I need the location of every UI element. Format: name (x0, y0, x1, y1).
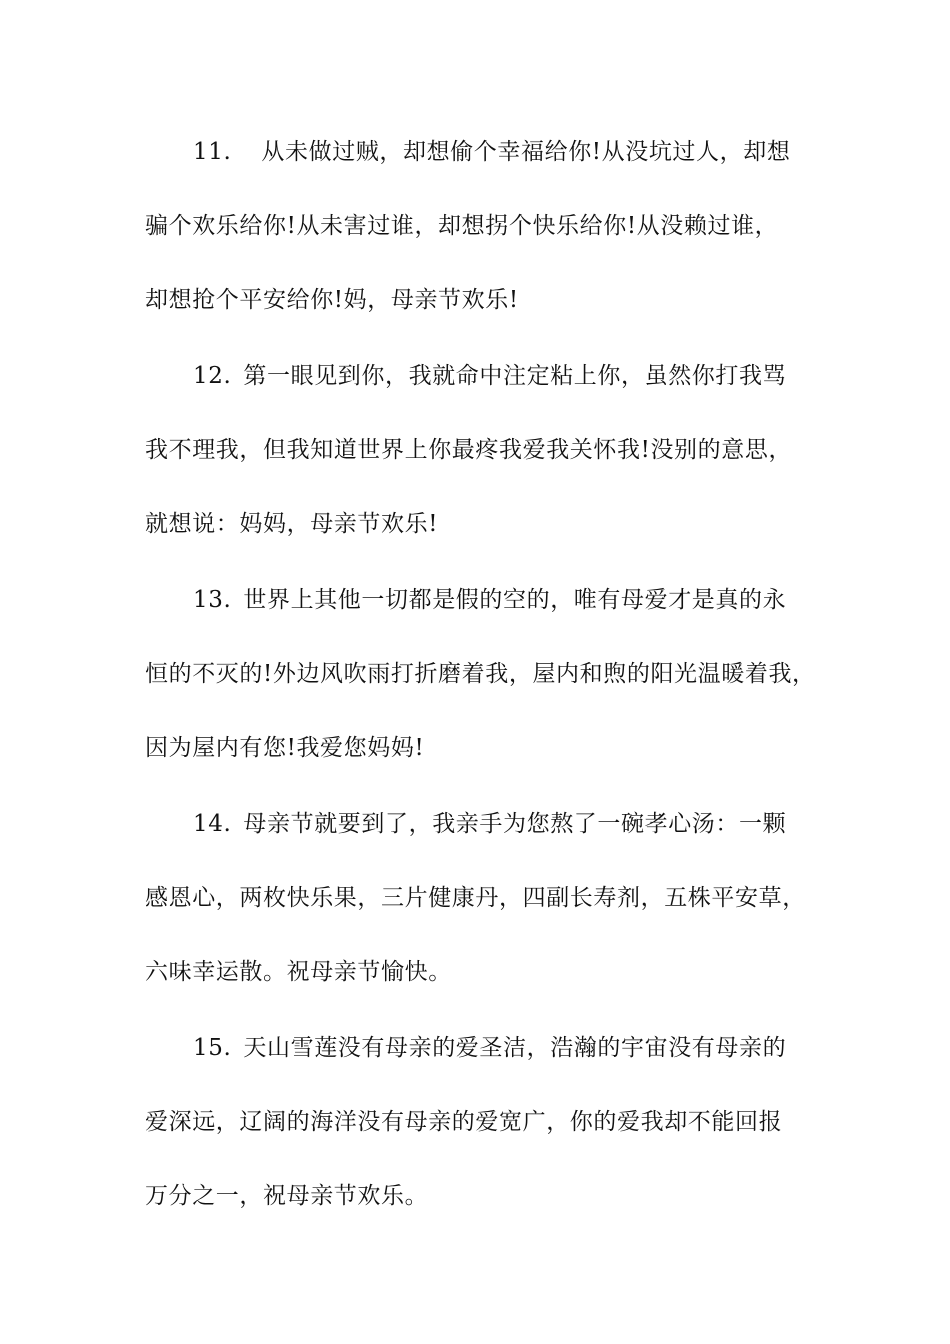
paragraph-line: 却想抢个平安给你!妈，母亲节欢乐! (145, 287, 519, 313)
paragraph-text: 世界上其他一切都是假的空的，唯有母爱才是真的永 (243, 587, 787, 613)
paragraph-line: 恒的不灭的!外边风吹雨打折磨着我，屋内和煦的阳光温暖着我， (145, 661, 816, 687)
paragraph-line: 万分之一，祝母亲节欢乐。 (145, 1183, 429, 1209)
paragraph-line: 因为屋内有您!我爱您妈妈! (145, 735, 425, 761)
paragraph-number: 13. (193, 587, 232, 613)
paragraph-line: 爱深远，辽阔的海洋没有母亲的爱宽广，你的爱我却不能回报 (145, 1109, 783, 1135)
paragraph-line: 六味幸运散。祝母亲节愉快。 (145, 959, 452, 985)
paragraph-line (145, 582, 815, 656)
paragraph-13 (145, 582, 815, 804)
paragraph-number: 15. (193, 1035, 232, 1061)
paragraph-line: 感恩心，两枚快乐果，三片健康丹，四副长寿剂，五株平安草， (145, 885, 806, 911)
paragraph-15 (145, 1030, 815, 1252)
paragraph-12 (145, 358, 815, 580)
paragraph-line: 我不理我，但我知道世界上你最疼我爱我关怀我!没别的意思， (145, 437, 793, 463)
paragraph-14 (145, 806, 815, 1028)
paragraph-number: 14. (193, 811, 232, 837)
paragraph-line (145, 806, 815, 880)
paragraph-line (145, 1030, 815, 1104)
paragraph-line (145, 134, 815, 208)
paragraph-line (145, 358, 815, 432)
paragraph-text: 第一眼见到你，我就命中注定粘上你，虽然你打我骂 (243, 363, 787, 389)
paragraph-number: 12. (193, 363, 232, 389)
paragraph-text: 天山雪莲没有母亲的爱圣洁，浩瀚的宇宙没有母亲的 (243, 1035, 787, 1061)
paragraph-text: 母亲节就要到了，我亲手为您熬了一碗孝心汤：一颗 (243, 811, 787, 837)
paragraph-line: 骗个欢乐给你!从未害过谁，却想拐个快乐给你!从没赖过谁， (145, 213, 779, 239)
paragraph-number: 11. (193, 139, 232, 165)
paragraph-11 (145, 134, 815, 356)
paragraph-text: 从未做过贼，却想偷个幸福给你!从没坑过人，却想 (261, 139, 791, 165)
paragraph-line: 就想说：妈妈，母亲节欢乐! (145, 511, 439, 537)
